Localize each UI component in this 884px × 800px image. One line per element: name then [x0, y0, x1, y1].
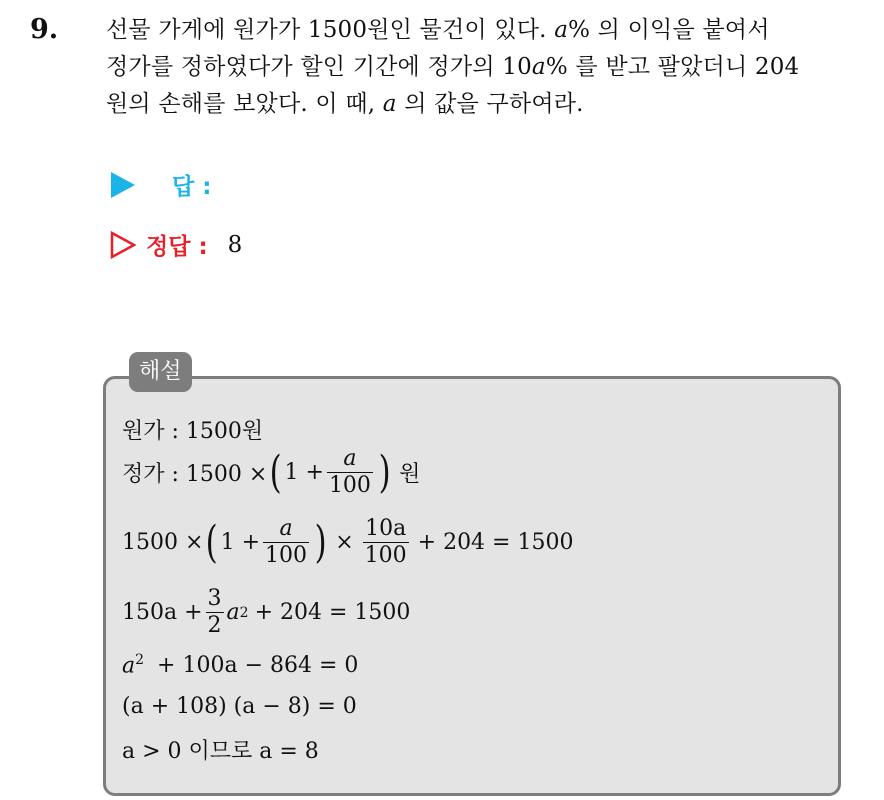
solution-line-3: 1500 × ( 1 + $\frac{a}{100}$ ) × $\frac{10a}{100}$ + 204 = 1500: [122, 516, 574, 568]
fraction: $\frac{3}{2}$: [207, 586, 222, 638]
answer-row: [110, 168, 211, 201]
solution-line-1: 원가 : 1500원: [122, 419, 264, 444]
solution-line-2: 정가 : 1500 × ( 1 + $\frac{a}{100}$ ) 원: [122, 446, 421, 498]
question-line-2: 정가를 정하였다가 할인 기간에 정가의 10a% 를 받고 팔았더니 204: [106, 54, 800, 80]
solution-line-6: (a + 108) (a − 8) = 0: [122, 694, 357, 719]
question-number: 9.: [30, 14, 59, 45]
answer-label: 답 :: [172, 174, 212, 200]
fraction: $\frac{10a}{100}$: [364, 516, 407, 568]
question-text: [106, 12, 866, 123]
question-line-1: 선물 가게에 원가가 1500원인 물건이 있다. a% 의 이익을 붙여서: [106, 17, 770, 43]
correct-answer-value: 8: [227, 231, 243, 258]
play-outline-icon: [110, 231, 136, 259]
question-line-3: 원의 손해를 보았다. 이 때, a 의 값을 구하여라.: [106, 91, 584, 117]
solution-line-4: 150a + $\frac{3}{2}$ a 2 + 204 = 1500: [122, 586, 411, 638]
solution-line-5: $a^2 + 100a - 864 = 0$: [122, 652, 359, 679]
play-filled-icon: [110, 171, 136, 199]
correct-answer-label: 정답 :: [146, 234, 208, 260]
correct-answer-row: [110, 228, 242, 261]
solution-tag: 해설: [129, 352, 192, 392]
fraction: $\frac{a}{100}$: [265, 516, 308, 568]
fraction: $\frac{a}{100}$: [328, 446, 371, 498]
solution-line-7: a > 0 이므로 a = 8: [122, 739, 319, 764]
